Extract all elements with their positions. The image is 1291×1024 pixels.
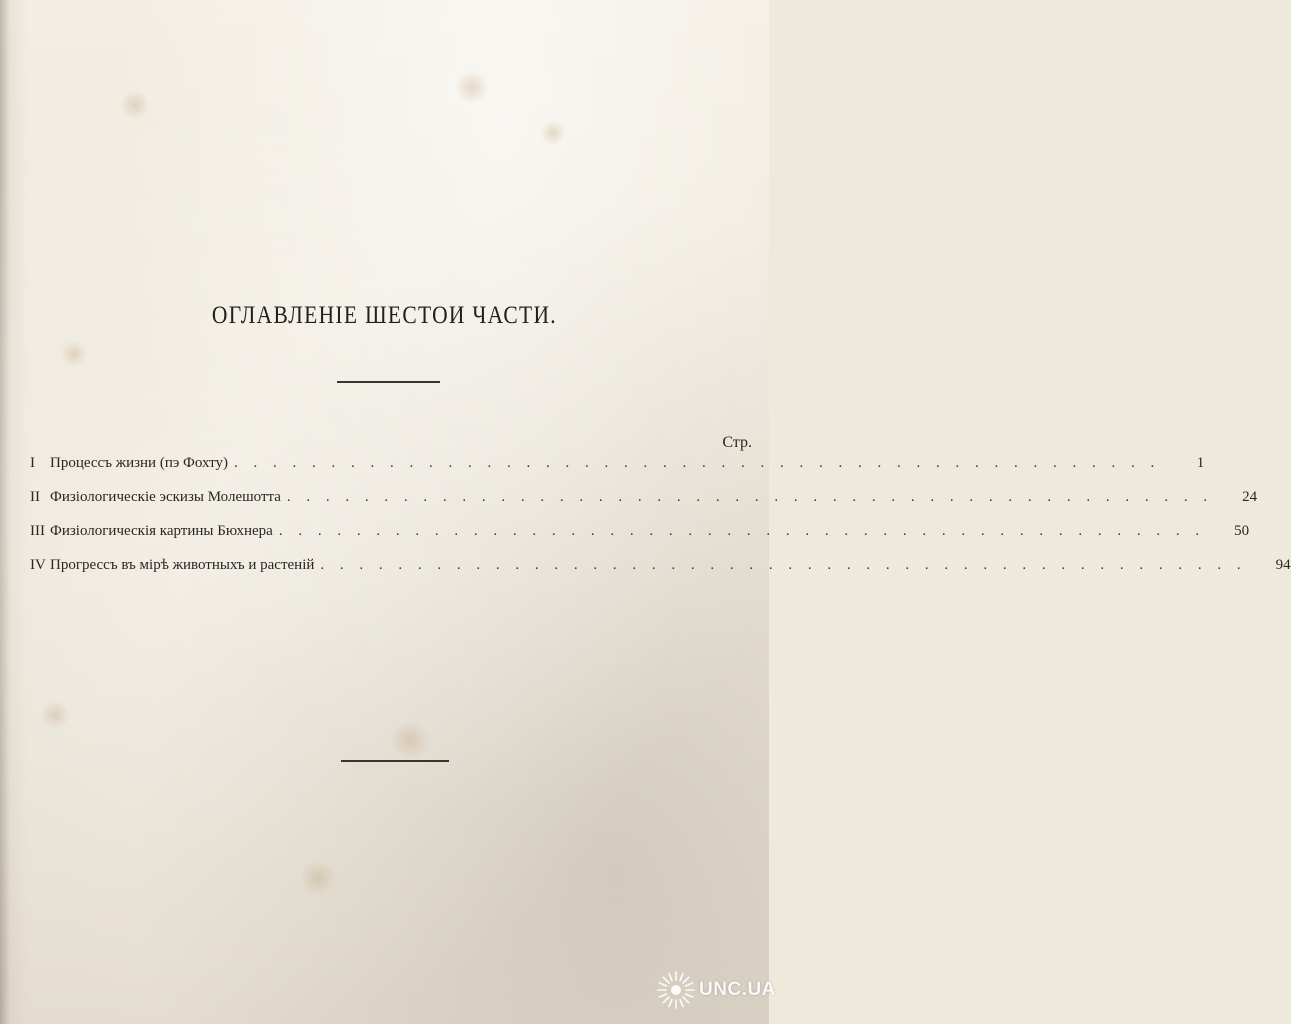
foxing-spot (60, 340, 88, 368)
toc-entry-title: Физіологическія картины Бюхнера (50, 523, 273, 539)
toc-entry-page: 50 (1234, 523, 1250, 539)
bottom-divider (341, 760, 449, 762)
toc-entry-page: 94 (1275, 557, 1291, 573)
foxing-spot (455, 70, 489, 104)
toc-entry-title: Физіологическіе эскизы Молешотта (50, 489, 281, 505)
toc-entry-title: Процессъ жизни (пэ Фохту) (50, 455, 229, 471)
toc-entry-number: II (30, 489, 40, 505)
toc-entry-number: I (30, 455, 35, 471)
toc-entry (30, 523, 1250, 557)
foxing-spot (120, 90, 150, 120)
page-title: ОГЛАВЛЕНІЕ ШЕСТОИ ЧАСТИ. (211, 302, 557, 329)
foxing-spot (300, 860, 336, 896)
foxing-spot (390, 720, 430, 760)
watermark-text: UNC.UA (699, 979, 776, 1000)
foxing-spot (540, 120, 566, 146)
dot-leader: . . . . . . . . . . . . . . . . . . . . . . . . . . . . . . . . . . . . . . . . . . . . . . . . (286, 489, 1214, 505)
page-column-label: Стр. (722, 434, 752, 451)
dot-leader: . . . . . . . . . . . . . . . . . . . . . . . . . . . . . . . . . . . . . . . . . . . . . . . . (320, 557, 1247, 573)
toc-entry (30, 455, 1205, 489)
toc-entry (30, 489, 1258, 523)
toc-entry-title: Прогрессъ въ мірѣ животныхъ и растеній (50, 557, 315, 573)
toc-entry-page: 1 (1196, 455, 1205, 471)
toc-entry (30, 557, 1291, 591)
toc-entry-page: 24 (1242, 489, 1258, 505)
toc-entry-number: III (30, 523, 45, 539)
dot-leader: . . . . . . . . . . . . . . . . . . . . . . . . . . . . . . . . . . . . . . . . . . . . . . . . (234, 455, 1161, 471)
dot-leader: . . . . . . . . . . . . . . . . . . . . . . . . . . . . . . . . . . . . . . . . . . . . . . . . (278, 523, 1206, 539)
table-of-contents (30, 455, 1291, 591)
foxing-spot (40, 700, 70, 730)
toc-entry-number: IV (30, 557, 46, 573)
sunburst-logo-icon (655, 969, 697, 1011)
watermark (655, 966, 776, 1014)
title-divider (337, 381, 440, 383)
